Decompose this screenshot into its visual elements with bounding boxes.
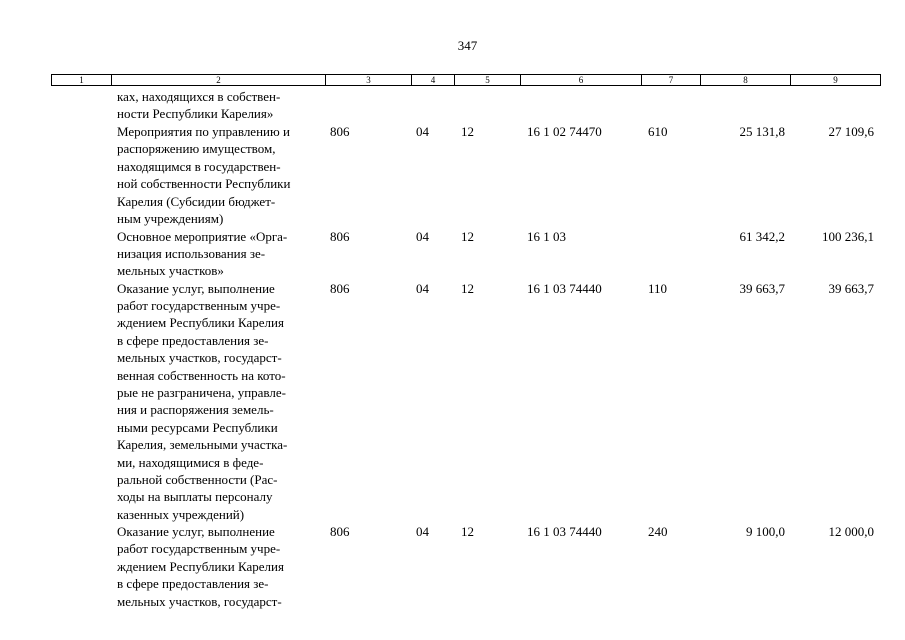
- col-subsection: 12: [461, 228, 474, 244]
- col-amount-2: 12 000,0: [828, 524, 874, 539]
- col-subsection: 12: [461, 524, 474, 539]
- col-section: 04: [416, 524, 429, 539]
- header-col-8: 8: [701, 75, 791, 85]
- row-description: Основное мероприятие «Орга- низация использования зе- мельных участков»: [117, 228, 288, 279]
- col-amount-1: 9 100,0: [746, 524, 785, 539]
- col-subsection: 12: [461, 280, 474, 296]
- col-subsection: 12: [461, 124, 474, 139]
- row-description: Оказание услуг, выполнение работ государственным учре- ждением Республики Карелия в сфере предоставления зе- мельных участков, государст- венная собственность на кото- рые не разграничена, управле- ния и распоряжения земель- ными ресурсами Республики Карелия, земельными участка- ми, находящимися в феде- ральной собственности (Рас- ходы на выплаты персоналу казенных учреждений): [117, 280, 288, 522]
- col-section: 04: [416, 124, 429, 139]
- col-ministry: 806: [330, 124, 350, 139]
- header-col-2: 2: [112, 75, 326, 85]
- col-amount-2: 100 236,1: [822, 228, 874, 244]
- header-col-5: 5: [455, 75, 521, 85]
- col-expense-type: 110: [648, 280, 668, 296]
- col-target-article: 16 1 03 74440: [527, 280, 602, 296]
- col-amount-1: 39 663,7: [739, 280, 785, 296]
- col-expense-type: 240: [648, 524, 668, 539]
- col-ministry: 806: [330, 228, 350, 244]
- header-col-7: 7: [642, 75, 701, 85]
- col-target-article: 16 1 03 74440: [527, 524, 602, 539]
- header-col-3: 3: [326, 75, 412, 85]
- col-amount-1: 25 131,8: [739, 124, 785, 139]
- col-amount-2: 27 109,6: [828, 124, 874, 139]
- header-col-1: 1: [52, 75, 112, 85]
- col-ministry: 806: [330, 524, 350, 539]
- row-description: Оказание услуг, выполнение работ государственным учре- ждением Республики Карелия в сфере предоставления зе- мельных участков, государст-: [117, 524, 284, 609]
- col-section: 04: [416, 280, 429, 296]
- col-target-article: 16 1 03: [527, 228, 566, 244]
- row-description: ках, находящихся в собствен- ности Республики Карелия»: [117, 89, 281, 122]
- col-amount-2: 39 663,7: [828, 280, 874, 296]
- row-description: Мероприятия по управлению и распоряжению имуществом, находящимся в государствен- ной собственности Республики Карелия (Субсидии бюджет- ным учреждениям): [117, 124, 291, 227]
- col-target-article: 16 1 02 74470: [527, 124, 602, 139]
- table-header: [51, 74, 881, 86]
- page-number: 347: [457, 38, 478, 53]
- col-amount-1: 61 342,2: [739, 228, 785, 244]
- header-col-9: 9: [833, 75, 838, 85]
- header-col-4: 4: [412, 75, 455, 85]
- col-expense-type: 610: [648, 124, 668, 139]
- col-section: 04: [416, 228, 429, 244]
- header-col-6: 6: [521, 75, 642, 85]
- col-ministry: 806: [330, 280, 350, 296]
